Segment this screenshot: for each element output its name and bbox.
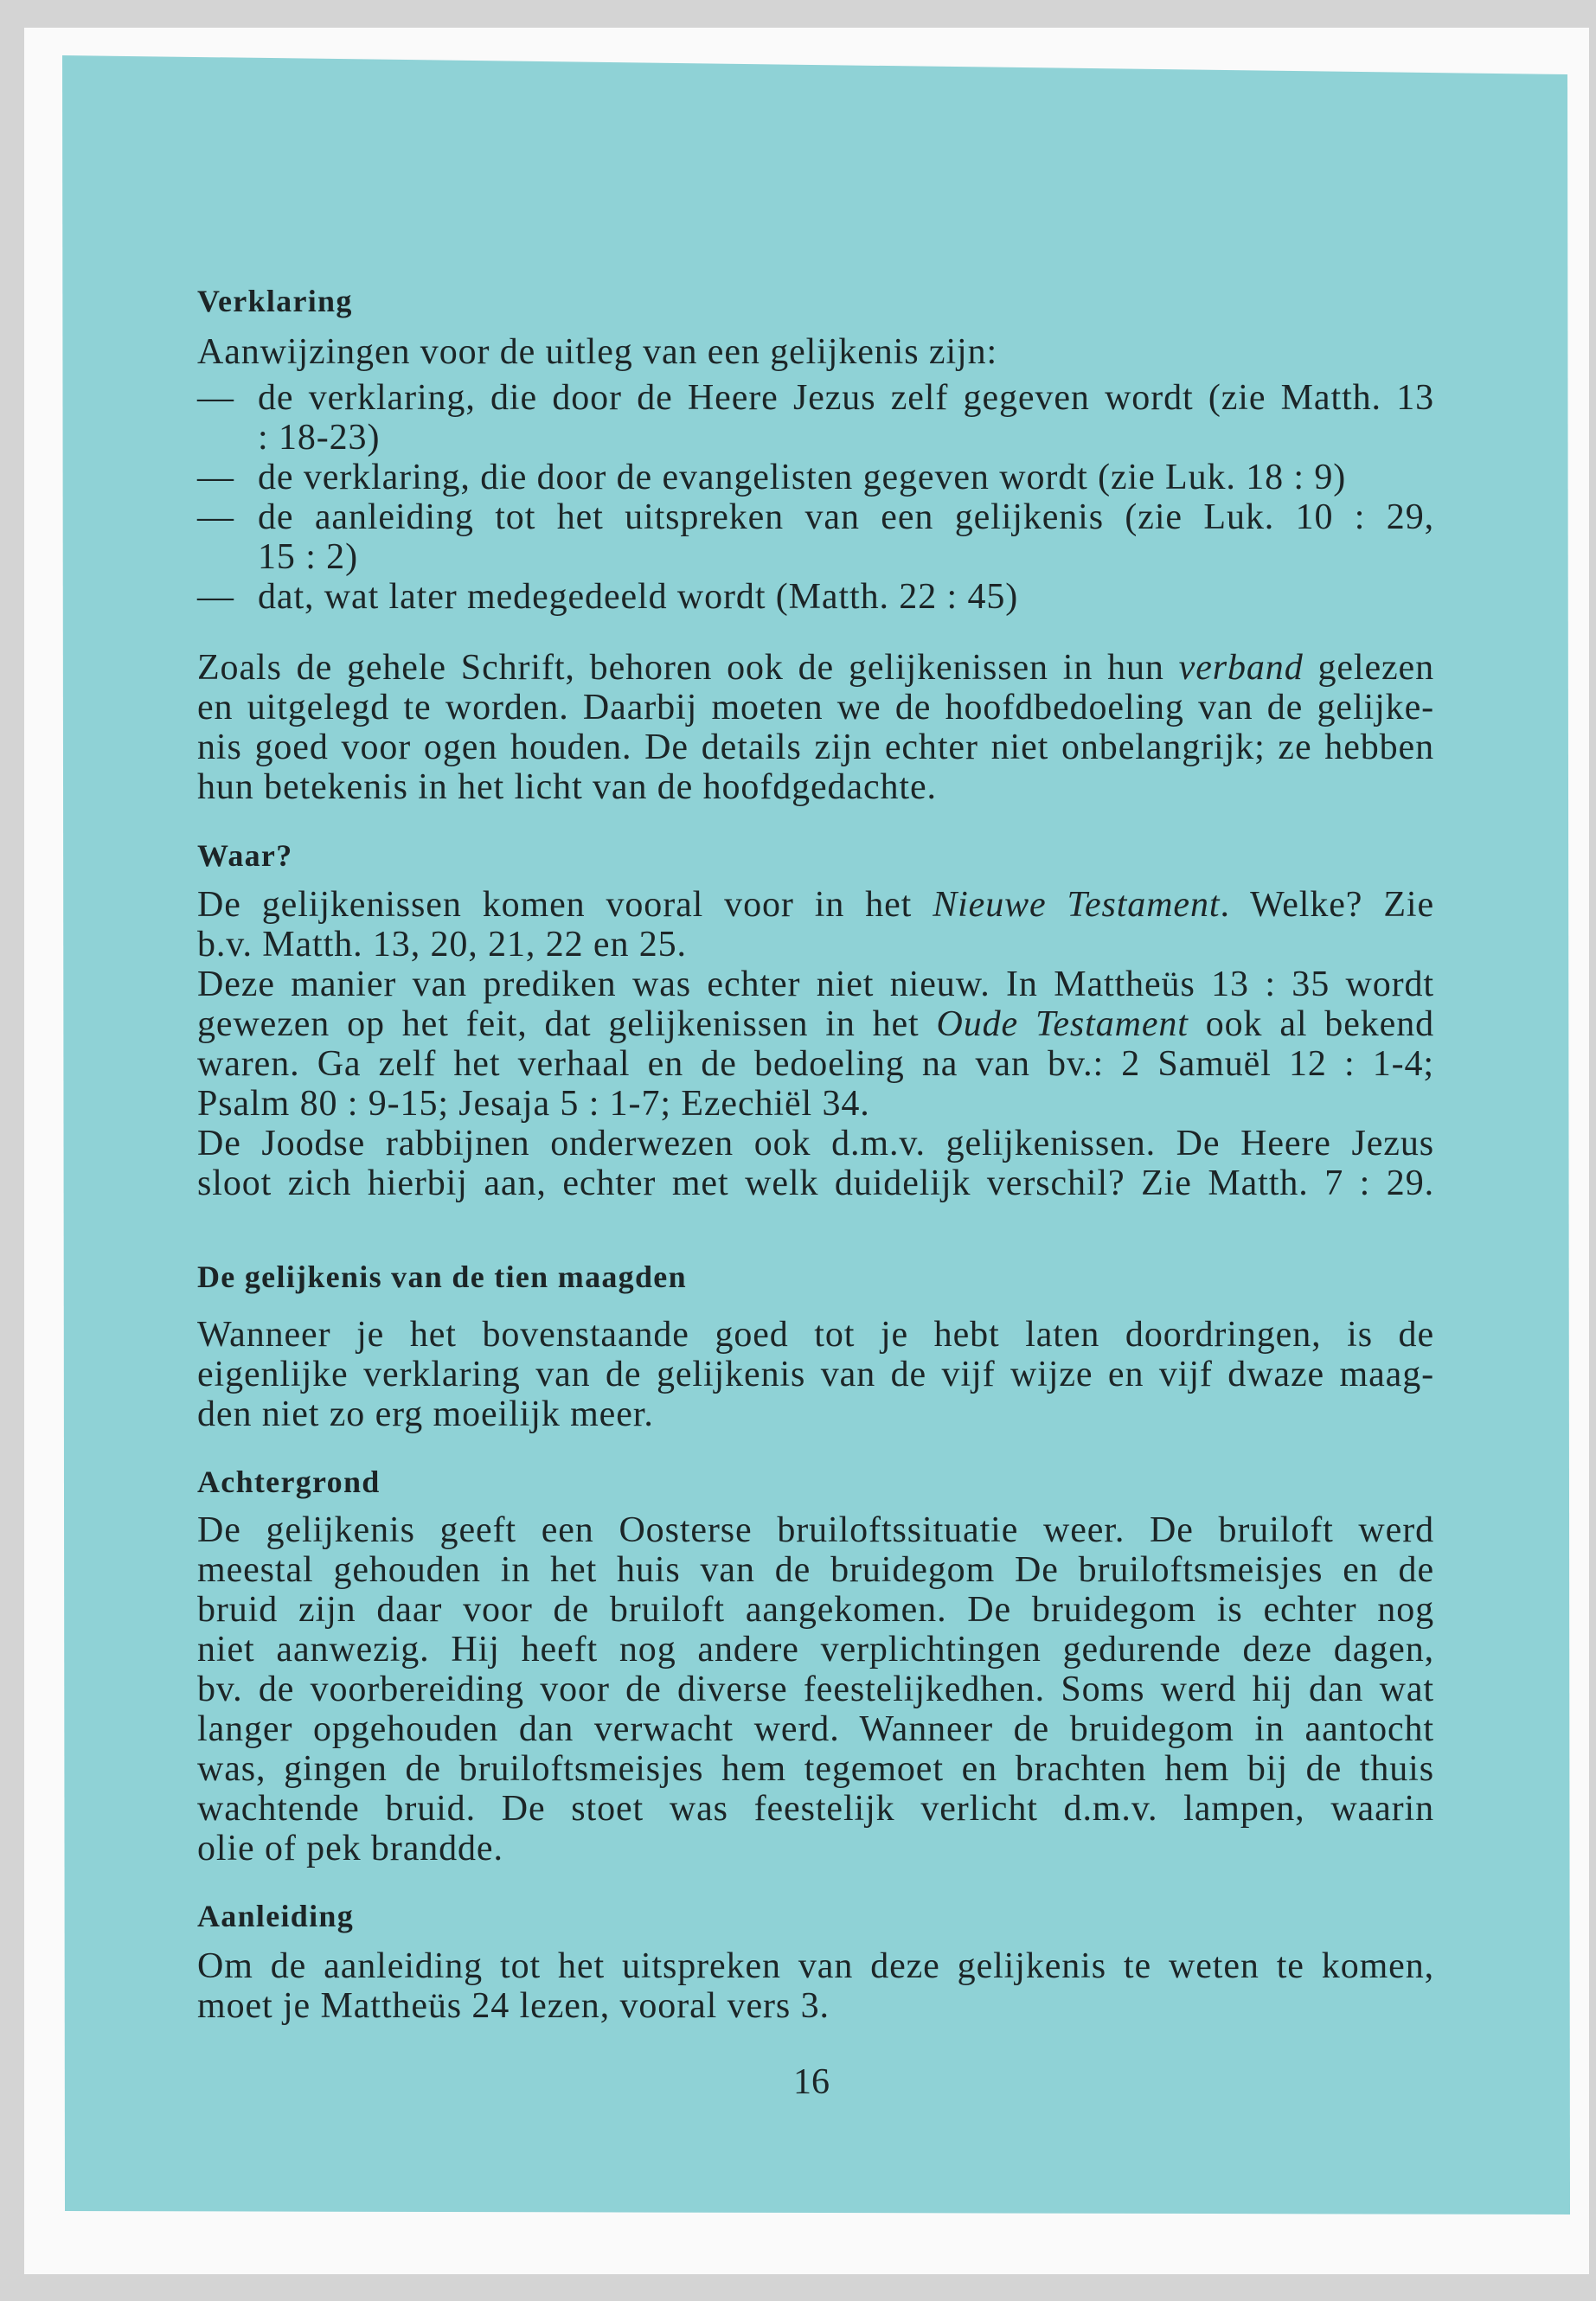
text-line: den niet zo erg moeilijk meer. [197, 1394, 654, 1434]
text-line: 15 : 2) [258, 537, 358, 577]
text-line [197, 1004, 1434, 1044]
text-line: de aanleiding tot het uitspreken van een gelijkenis (zie Luk. 10 : 29, [258, 497, 1434, 537]
text-line: De gelijkenis geeft een Oosterse bruiloftssituatie weer. De bruiloft werd [197, 1510, 1434, 1550]
text-segment: Zoals de gehele Schrift, behoren ook de gelijkenissen in hun [197, 648, 1179, 688]
text-line: sloot zich hierbij aan, echter met welk duidelijk verschil? Zie Matth. 7 : 29. [197, 1163, 1434, 1203]
text-line: meestal gehouden in het huis van de bruidegom De bruiloftsmeisjes en de [197, 1550, 1434, 1590]
text-line: dat, wat later medegedeeld wordt (Matth. 22 : 45) [258, 577, 1019, 617]
text-line: : 18-23) [258, 418, 381, 458]
list-item [197, 378, 1434, 458]
italic-text: verband [1178, 648, 1304, 688]
text-line [197, 885, 1434, 925]
text-segment: gewezen op het feit, dat gelijkenissen in het [197, 1004, 937, 1044]
text-line: de verklaring, die door de Heere Jezus zelf gegeven wordt (zie Matth. 13 [258, 378, 1434, 418]
intro-line: Aanwijzingen voor de uitleg van een gelijkenis zijn: [197, 332, 998, 372]
dash-bullet: — [197, 458, 234, 497]
paragraph-waar [197, 885, 1434, 1203]
text-segment: De gelijkenissen komen vooral voor in het [197, 885, 933, 925]
text-line [197, 648, 1434, 688]
text-line: De Joodse rabbijnen onderwezen ook d.m.v. gelijkenissen. De Heere Jezus [197, 1124, 1434, 1163]
italic-text: Nieuwe Testament [933, 885, 1221, 925]
text-line: de verklaring, die door de evangelisten gegeven wordt (zie Luk. 18 : 9) [258, 458, 1347, 497]
text-line: wachtende bruid. De stoet was feestelijk verlicht d.m.v. lampen, waarin [197, 1789, 1434, 1829]
list-item [197, 577, 1434, 617]
text-line: eigenlijke verklaring van de gelijkenis van de vijf wijze en vijf dwaze maag- [197, 1355, 1434, 1394]
paragraph-verklaring [197, 648, 1434, 807]
text-segment: . Welke? Zie [1220, 885, 1434, 925]
text-line: was, gingen de bruiloftsmeisjes hem tegemoet en brachten hem bij de thuis [197, 1749, 1434, 1789]
text-line: langer opgehouden dan verwacht werd. Wanneer de bruidegom in aantocht [197, 1709, 1434, 1749]
text-line: Om de aanleiding tot het uitspreken van deze gelijkenis te weten te komen, [197, 1946, 1434, 1986]
text-line: b.v. Matth. 13, 20, 21, 22 en 25. [197, 925, 687, 965]
section-heading-waar: Waar? [197, 838, 293, 873]
text-line: en uitgelegd te worden. Daarbij moeten we de hoofdbedoeling van de gelijke- [197, 688, 1434, 727]
text-line: niet aanwezig. Hij heeft nog andere verplichtingen gedurende deze dagen, [197, 1630, 1434, 1670]
text-line: nis goed voor ogen houden. De details zijn echter niet onbelangrijk; ze hebben [197, 727, 1434, 767]
dash-bullet: — [197, 378, 234, 418]
text-segment: gelezen [1303, 648, 1434, 688]
text-line: Wanneer je het bovenstaande goed tot je hebt laten doordringen, is de [197, 1315, 1434, 1355]
text-line: hun betekenis in het licht van de hoofdgedachte. [197, 767, 937, 807]
paragraph-aanleiding [197, 1946, 1434, 2026]
list-item [197, 497, 1434, 577]
italic-text: Oude Testament [936, 1004, 1189, 1044]
list-item [197, 458, 1434, 497]
section-heading-achtergrond: Achtergrond [197, 1465, 381, 1499]
paragraph-tien-maagden [197, 1315, 1434, 1434]
text-line: Deze manier van prediken was echter niet nieuw. In Mattheüs 13 : 35 wordt [197, 965, 1434, 1004]
section-heading-tien-maagden: De gelijkenis van de tien maagden [197, 1259, 687, 1294]
paragraph-achtergrond [197, 1510, 1434, 1868]
text-segment: ook al bekend [1188, 1004, 1434, 1044]
dash-bullet: — [197, 497, 234, 537]
page-number: 16 [793, 2062, 830, 2102]
text-line: bruid zijn daar voor de bruiloft aangekomen. De bruidegom is echter nog [197, 1590, 1434, 1630]
text-line: Psalm 80 : 9-15; Jesaja 5 : 1-7; Ezechiël 34. [197, 1084, 870, 1124]
text-line: olie of pek brandde. [197, 1829, 503, 1868]
text-line: bv. de voorbereiding voor de diverse feestelijkedhen. Soms werd hij dan wat [197, 1670, 1434, 1709]
text-line: waren. Ga zelf het verhaal en de bedoeling na van bv.: 2 Samuël 12 : 1-4; [197, 1044, 1434, 1084]
section-heading-aanleiding: Aanleiding [197, 1899, 355, 1933]
section-heading-verklaring: Verklaring [197, 284, 353, 318]
text-line: moet je Mattheüs 24 lezen, vooral vers 3. [197, 1986, 830, 2026]
dash-bullet: — [197, 577, 234, 617]
explanation-list [197, 378, 1434, 617]
